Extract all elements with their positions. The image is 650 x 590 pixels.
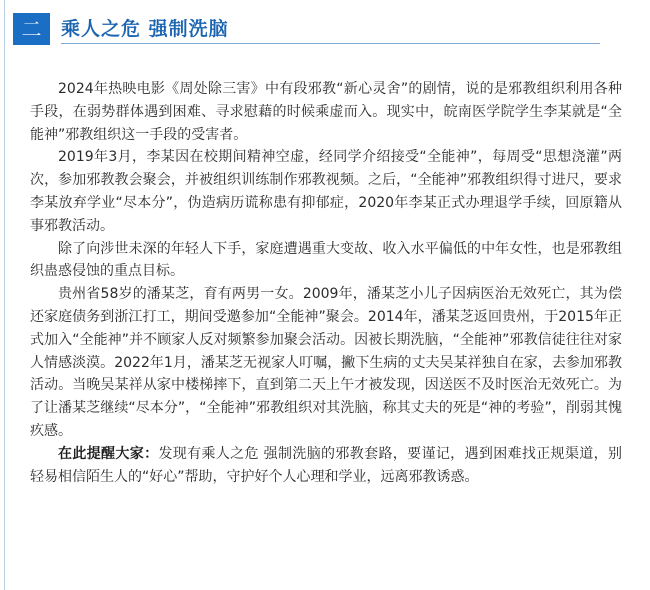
article-body — [30, 78, 622, 488]
paragraph-3: 除了向涉世未深的年轻人下手，家庭遭遇重大变故、收入水平偏低的中年女性，也是邪教组织蛊惑侵蚀的重点目标。 — [30, 240, 622, 280]
title-underline — [61, 43, 600, 44]
section-header — [13, 13, 600, 45]
section-number-badge: 二 — [13, 13, 50, 45]
reminder-text: 发现有乘人之危 强制洗脑的邪教套路，要谨记，遇到困难找正规渠道，别轻易相信陌生人的“好心”帮助，守护好个人心理和学业，远离邪教诱惑。 — [30, 445, 623, 485]
left-border-line — [4, 0, 5, 590]
paragraph-4: 贵州省58岁的潘某芝，育有两男一女。2009年，潘某芝小儿子因病医治无效死亡，其为偿还家庭债务到浙江打工，期间受邀参加“全能神”聚会。2014年，潘某芝返回贵州，于2015年正式加入“全能神”并不顾家人反对频繁参加聚会活动。因被长期洗脑，“全能神”邪教信徒往往对家人情感淡漠。2022年1月，潘某芝无视家人叮嘱，撇下生病的丈夫吴某祥独自在家，去参加邪教活动。当晚吴某祥从家中楼梯摔下，直到第二天上午才被发现，因送医不及时医治无效死亡。为了让潘某芝继续“尽本分”，“全能神”邪教组织对其洗脑，称其丈夫的死是“神的考验”，削弱其愧疚感。 — [30, 286, 622, 439]
paragraph-2: 2019年3月，李某因在校期间精神空虚，经同学介绍接受“全能神”，每周受“思想浇灌”两次，参加邪教教会聚会，并被组织训练制作邪教视频。之后，“全能神”邪教组织得寸进尺，要求李某放弃学业“尽本分”，伪造病历谎称患有抑郁症，2020年李某正式办理退学手续，回原籍从事邪教活动。 — [30, 149, 622, 234]
reminder-label: 在此提醒大家： — [58, 445, 159, 462]
paragraph-1: 2024年热映电影《周处除三害》中有段邪教“新心灵舍”的剧情，说的是邪教组织利用各种手段，在弱势群体遇到困难、寻求慰藉的时候乘虚而入。现实中，皖南医学院学生李某就是“全能神”邪教组织这一手段的受害者。 — [30, 81, 622, 143]
section-title: 乘人之危 强制洗脑 — [61, 18, 229, 40]
reminder-paragraph — [30, 443, 622, 489]
